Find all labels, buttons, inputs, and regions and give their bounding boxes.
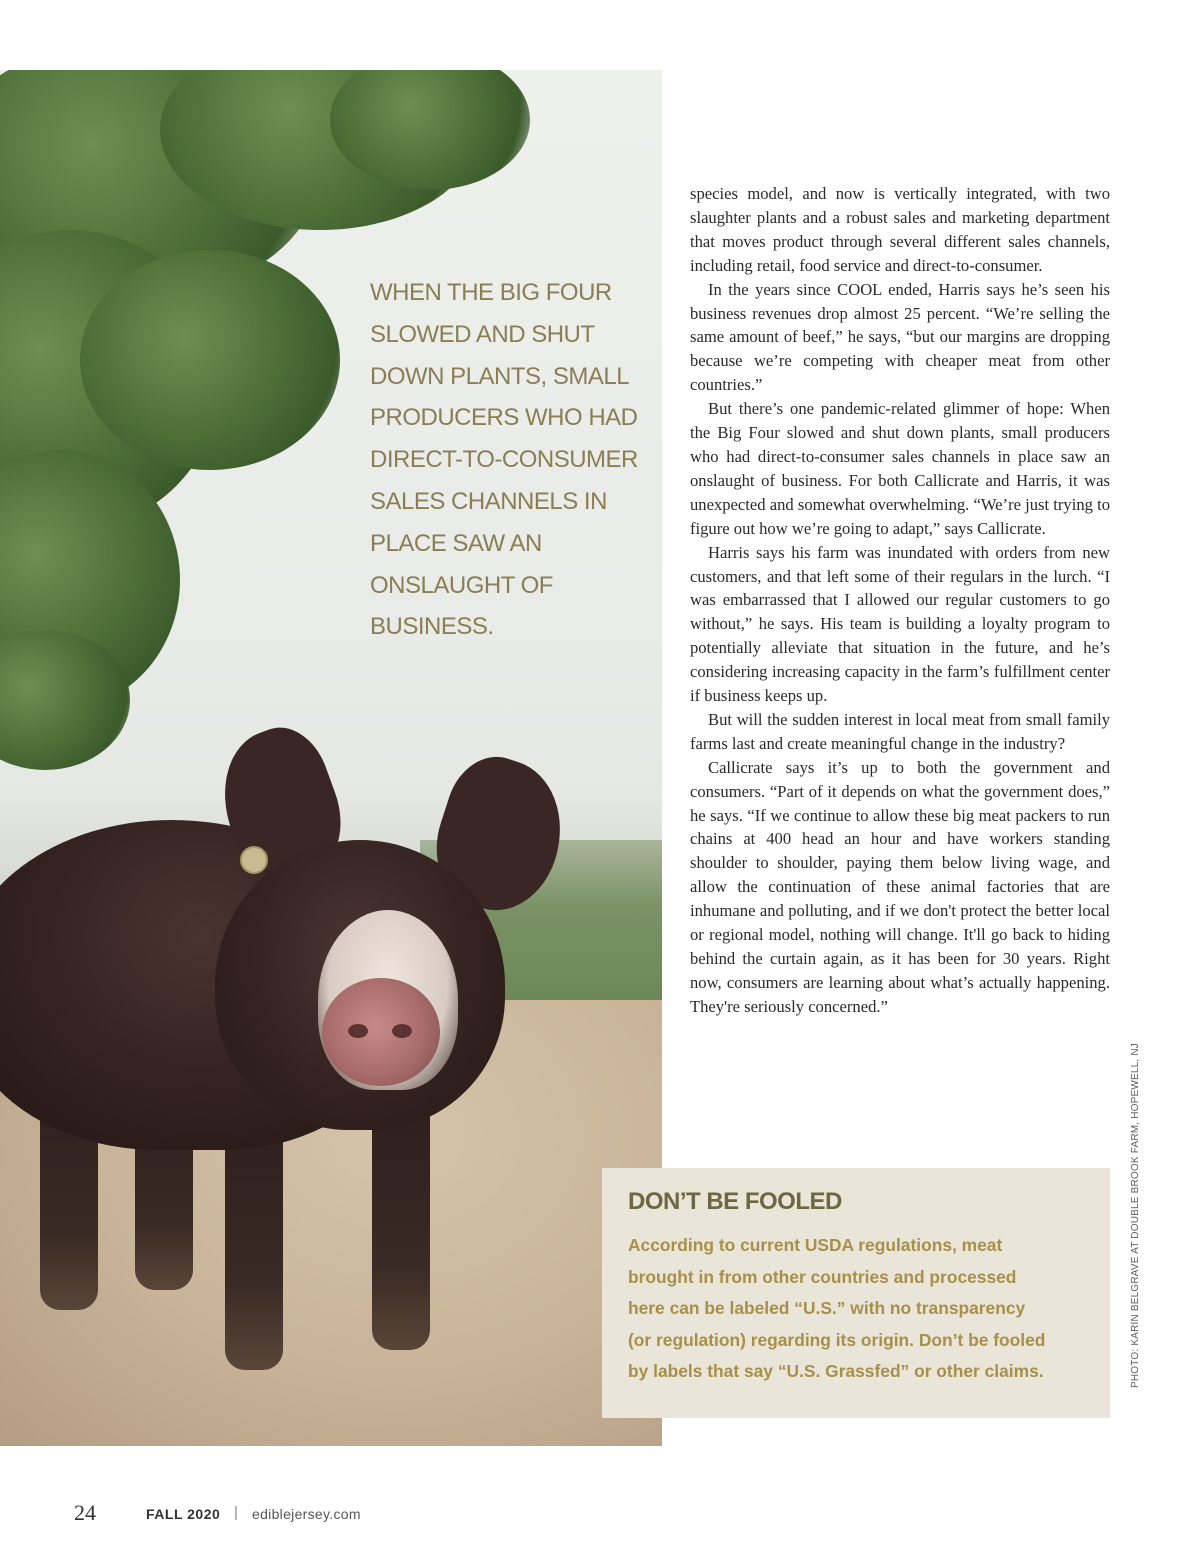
pull-quote-line: DOWN PLANTS, SMALL [370,362,630,390]
pull-quote [370,272,645,648]
pull-quote-line: PRODUCERS WHO HAD [370,404,638,432]
article-paragraph: Callicrate says it’s up to both the government and consumers. “Part of it depends on what the government does,” he says. “If we continue to allow these big meat packers to run chains at 400 head an hour and have workers standing shoulder to shoulder, paying them below living wage, and allow the continuation of these animal factories that are inhumane and polluting, and if we don't protect the better local or regional model, nothing will change. It'll go back to hiding behind the curtain again, as it has been for 30 years. Right now, consumers are learning about what’s actually happening. They're seriously concerned.” [690,757,1110,1016]
article-paragraph: But there’s one pandemic-related glimmer of hope: When the Big Four slowed and shut down plants, small producers who had direct-to-consumer sales channels in place saw an onslaught of business. For both Callicrate and Harris, it was unexpected and somewhat overwhelming. “We’re just trying to figure out how we’re going to adapt,” says Callicrate. [690,399,1110,538]
article-body [690,182,1110,1019]
pig-snout [322,978,440,1086]
website-link[interactable]: ediblejersey.com [252,1506,361,1522]
sidebar-line: According to current USDA regulations, meat [628,1235,1003,1255]
pull-quote-line: PLACE SAW AN [370,529,542,557]
pull-quote-line: SALES CHANNELS IN [370,487,607,515]
article-paragraph: But will the sudden interest in local meat from small family farms last and create meaningful change in the industry? [690,709,1110,753]
pull-quote-line: ONSLAUGHT OF [370,571,553,599]
pull-quote-line: WHEN THE BIG FOUR [370,279,612,306]
ear-tag [240,846,268,874]
sidebar-line: here can be labeled “U.S.” with no transparency [628,1298,1026,1318]
article-paragraph: species model, and now is vertically integrated, with two slaughter plants and a robust sales and marketing department that moves product through several different sales channels, including retail, food service and direct-to-consumer. [690,184,1110,275]
photo-credit: PHOTO: KARIN BELGRAVE AT DOUBLE BROOK FARM, HOPEWELL, NJ [1130,1043,1141,1388]
sidebar-line: (or regulation) regarding its origin. Don’t be fooled [628,1329,1046,1350]
sidebar-text [628,1230,1084,1388]
page-number: 24 [74,1500,96,1525]
pull-quote-line: DIRECT-TO-CONSUMER [370,446,638,474]
article-paragraph: In the years since COOL ended, Harris says he’s seen his business revenues drop almost 25 percent. “We’re selling the same amount of beef,” he says, “but our margins are dropping because we’re competing with cheaper meat from other countries.” [690,279,1110,395]
photo-foliage [80,250,340,470]
sidebar-line: by labels that say “U.S. Grassfed” or other claims. [628,1361,1044,1381]
article-paragraph: Harris says his farm was inundated with orders from new customers, and that left some of their regulars in the lurch. “I was embarrassed that I allowed our regular customers to go without,” he says. His team is building a loyalty program to potentially alleviate that situation in the future, and he’s considering increasing capacity in the farm’s fulfillment center if business keeps up. [690,542,1110,706]
pig-nostril [392,1024,412,1038]
sidebar-box [602,1168,1110,1418]
pull-quote-line: SLOWED AND SHUT [370,320,595,348]
pull-quote-line: BUSINESS. [370,613,494,641]
pig-nostril [348,1024,368,1038]
sidebar-title: DON’T BE FOOLED [628,1188,842,1215]
sidebar-line: brought in from other countries and processed [628,1266,1017,1287]
footer-separator: | [234,1504,238,1521]
issue-label: FALL 2020 [146,1506,221,1522]
